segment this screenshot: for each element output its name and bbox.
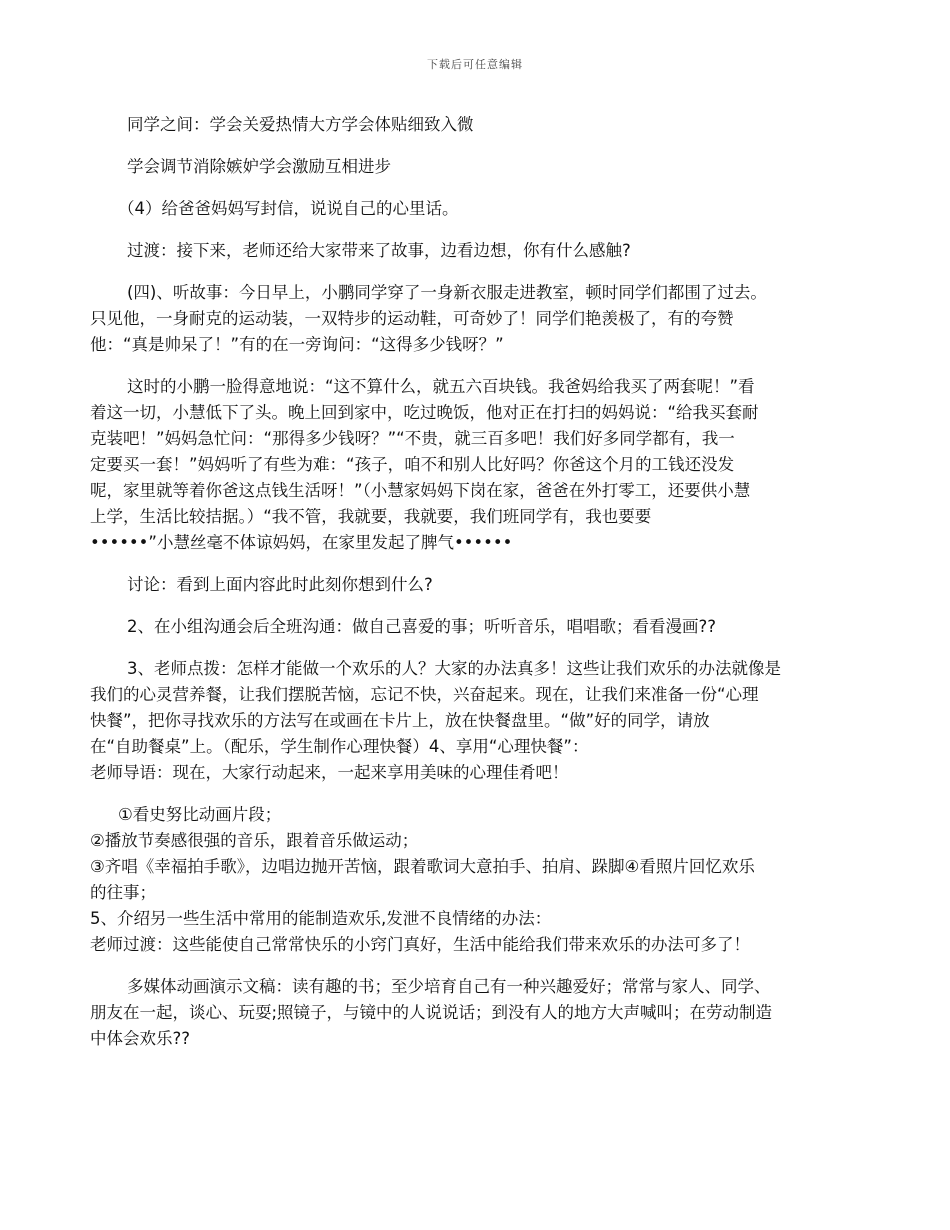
- text-line: 2、在小组沟通会后全班沟通：做自己喜爱的事；听听音乐，唱唱歌；看看漫画??: [127, 617, 717, 636]
- text-line: 同学之间：学会关爱热情大方学会体贴细致入微: [127, 115, 474, 134]
- text-line: 老师过渡：这些能使自己常常快乐的小窍门真好，生活中能给我们带来欢乐的办法可多了！: [90, 935, 750, 954]
- text-line: (四)、听故事：今日早上，小鹏同学穿了一身新衣服走进教室，顿时同学们都围了过去。: [127, 283, 767, 302]
- text-line: 我们的心灵营养餐，让我们摆脱苦恼，忘记不快，兴奋起来。现在，让我们来准备一份“心理: [90, 685, 759, 704]
- text-line: 朋友在一起，谈心、玩耍;照镜子，与镜中的人说说话；到没有人的地方大声喊叫；在劳动制造: [90, 1003, 773, 1022]
- text-line: 在“自助餐桌”上。（配乐，学生制作心理快餐）4、享用“心理快餐”：: [90, 737, 589, 756]
- text-line: 克装吧！”妈妈急忙问：“那得多少钱呀？”“不贵，就三百多吧！我们好多同学都有，我一: [90, 429, 735, 448]
- text-line: 定要买一套！”妈妈听了有些为难：“孩子，咱不和别人比好吗？你爸这个月的工钱还没发: [90, 455, 735, 474]
- text-line: 他：“真是帅呆了！”有的在一旁询问：“这得多少钱呀？”: [90, 335, 504, 354]
- text-line: 多媒体动画演示文稿：读有趣的书；至少培育自己有一种兴趣爱好；常常与家人、同学、: [127, 977, 771, 996]
- text-line: 学会调节消除嫉妒学会激励互相进步: [127, 157, 391, 176]
- text-line: 的往事；: [90, 883, 156, 902]
- text-line: 老师导语：现在，大家行动起来，一起来享用美味的心理佳肴吧！: [90, 763, 569, 782]
- text-line: （4）给爸爸妈妈写封信，说说自己的心里话。: [118, 199, 459, 218]
- text-line: 过渡：接下来，老师还给大家带来了故事，边看边想，你有什么感触?: [127, 241, 631, 260]
- text-line: ③齐唱《幸福拍手歌》，边唱边抛开苦恼，跟着歌词大意拍手、拍肩、跺脚④看照片回忆欢乐: [90, 857, 755, 876]
- text-line: 只见他，一身耐克的运动装，一双特步的运动鞋，可奇妙了！同学们艳羡极了，有的夸赞: [90, 309, 734, 328]
- text-line: 着这一切，小慧低下了头。晚上回到家中，吃过晚饭，他对正在打扫的妈妈说：“给我买套耐: [90, 403, 759, 422]
- document-body: [90, 112, 865, 1052]
- text-line: 这时的小鹏一脸得意地说：“这不算什么，就五六百块钱。我爸妈给我买了两套呢！”看: [127, 377, 755, 396]
- page-header: 下载后可任意编辑: [427, 58, 523, 71]
- text-line: ••••••”小慧丝毫不体谅妈妈，在家里发起了脾气••••••: [90, 533, 513, 552]
- text-line: 3、老师点拨：怎样才能做一个欢乐的人？大家的办法真多！这些让我们欢乐的办法就像是: [127, 659, 781, 678]
- text-line: ①看史努比动画片段；: [118, 805, 282, 824]
- text-line: 上学，生活比较拮据。）“我不管，我就要，我就要，我们班同学有，我也要要: [90, 507, 652, 526]
- text-line: 中体会欢乐??: [90, 1029, 191, 1048]
- text-line: 快餐”，把你寻找欢乐的方法写在或画在卡片上，放在快餐盘里。“做”好的同学，请放: [90, 711, 710, 730]
- text-line: 5、介绍另一些生活中常用的能制造欢乐,发泄不良情绪的办法：: [90, 909, 552, 928]
- text-line: ②播放节奏感很强的音乐，跟着音乐做运动；: [90, 831, 419, 850]
- text-line: 呢，家里就等着你爸这点钱生活呀！”（小慧家妈妈下岗在家，爸爸在外打零工，还要供小慧: [90, 481, 751, 500]
- text-line: 讨论：看到上面内容此时此刻你想到什么?: [127, 575, 433, 594]
